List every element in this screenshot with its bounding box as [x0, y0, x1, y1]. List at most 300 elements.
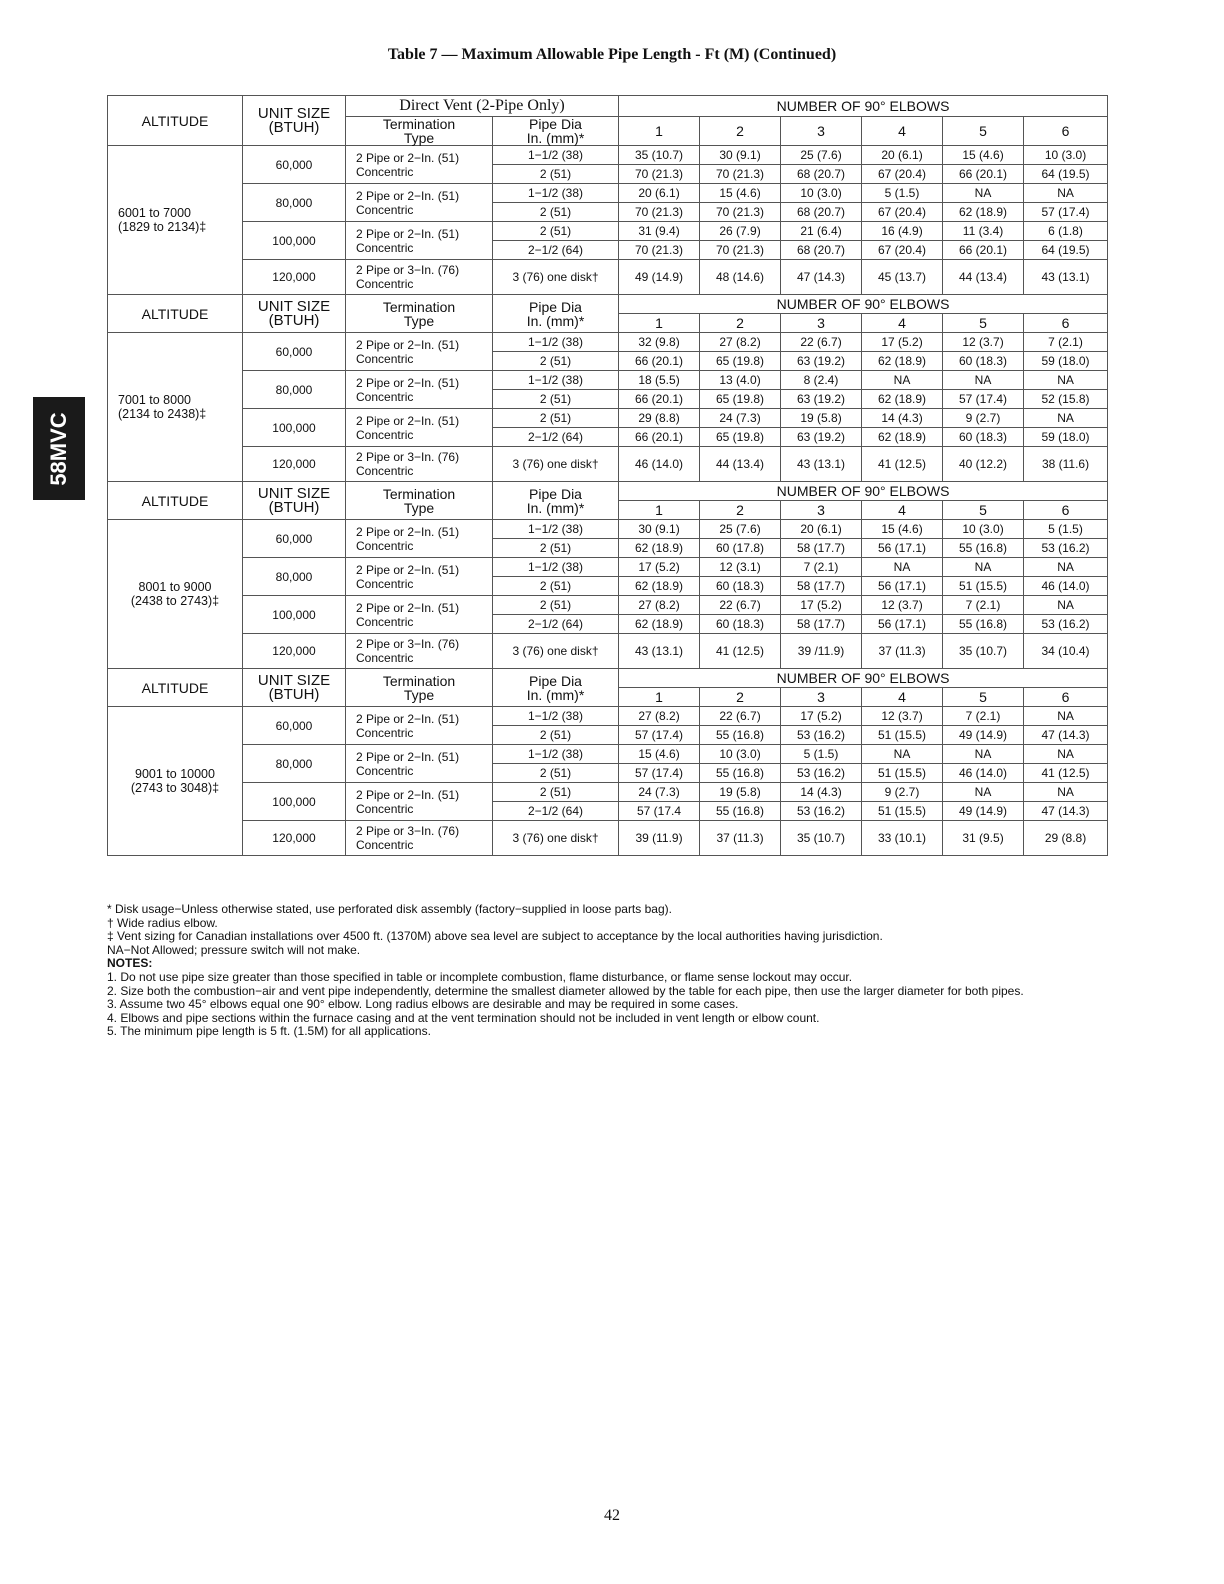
- length-cell: 56 (17.1): [862, 539, 943, 558]
- table-row: [108, 222, 1108, 241]
- altitude-header: ALTITUDE: [108, 669, 243, 707]
- length-cell: NA: [943, 558, 1024, 577]
- termination-line: Concentric: [356, 651, 414, 665]
- length-cell: 62 (18.9): [943, 203, 1024, 222]
- termination-line: Concentric: [356, 389, 414, 404]
- pipe-dia-cell: 1−1/2 (38): [493, 184, 619, 203]
- length-cell: 47 (14.3): [781, 260, 862, 295]
- length-cell: 49 (14.9): [943, 802, 1024, 821]
- length-cell: 70 (21.3): [619, 241, 700, 260]
- length-cell: 66 (20.1): [619, 428, 700, 447]
- pipe-dia-cell: 1−1/2 (38): [493, 520, 619, 539]
- pipe-dia-cell: 2 (51): [493, 409, 619, 428]
- table-row: [108, 371, 1108, 390]
- length-cell: 41 (12.5): [1024, 764, 1108, 783]
- length-cell: 49 (14.9): [619, 260, 700, 295]
- length-cell: 17 (5.2): [781, 707, 862, 726]
- pipe-dia-cell: 2−1/2 (64): [493, 615, 619, 634]
- unit-size-header: [243, 669, 346, 707]
- length-cell: 43 (13.1): [619, 634, 700, 669]
- length-cell: 53 (16.2): [781, 764, 862, 783]
- length-cell: 12 (3.7): [862, 596, 943, 615]
- table-row: [108, 558, 1108, 577]
- elbow-col-1: 1: [619, 501, 700, 520]
- unit-size-cell: 120,000: [243, 821, 346, 856]
- length-cell: 60 (18.3): [943, 428, 1024, 447]
- length-cell: 9 (2.7): [862, 783, 943, 802]
- termination-line: 2 Pipe or 2−In. (51): [356, 150, 460, 165]
- length-cell: 52 (15.8): [1024, 390, 1108, 409]
- length-cell: 13 (4.0): [700, 371, 781, 390]
- termination-cell: [346, 783, 493, 821]
- termination-line: Concentric: [356, 202, 414, 217]
- length-cell: 70 (21.3): [700, 165, 781, 184]
- termination-header: [346, 117, 493, 146]
- unit-size-cell: 80,000: [243, 184, 346, 222]
- termination-cell: [346, 146, 493, 184]
- unit-size-label: UNIT SIZE: [257, 671, 331, 689]
- pipe-dia-header: [493, 482, 619, 520]
- table-row: [108, 146, 1108, 165]
- repeat-header-row: [108, 295, 1108, 314]
- length-cell: 10 (3.0): [1024, 146, 1108, 165]
- termination-line: Concentric: [356, 725, 414, 740]
- length-cell: 63 (19.2): [781, 428, 862, 447]
- altitude-range-metric: (2438 to 2743)‡: [130, 594, 220, 608]
- length-cell: 15 (4.6): [619, 745, 700, 764]
- elbows-header: NUMBER OF 90° ELBOWS: [619, 96, 1108, 117]
- unit-size-cell: 100,000: [243, 783, 346, 821]
- footnote: * Disk usage−Unless otherwise stated, use perforated disk assembly (factory−supplied in loose parts bag).: [107, 902, 672, 916]
- pipe-dia-cell: 2−1/2 (64): [493, 802, 619, 821]
- elbow-col-4: 4: [862, 501, 943, 520]
- termination-label: Termination: [382, 298, 456, 315]
- altitude-header: ALTITUDE: [108, 96, 243, 146]
- length-cell: 56 (17.1): [862, 615, 943, 634]
- unit-size-cell: 60,000: [243, 146, 346, 184]
- length-cell: 67 (20.4): [862, 203, 943, 222]
- termination-line: Concentric: [356, 427, 414, 442]
- termination-cell: [346, 371, 493, 409]
- length-cell: 10 (3.0): [781, 184, 862, 203]
- termination-label: Termination: [382, 672, 456, 689]
- length-cell: 25 (7.6): [700, 520, 781, 539]
- elbows-header: NUMBER OF 90° ELBOWS: [619, 482, 1108, 501]
- table-row: [108, 745, 1108, 764]
- footnote: NA−Not Allowed; pressure switch will not make.: [107, 942, 361, 957]
- pipe-dia-cell: 1−1/2 (38): [493, 371, 619, 390]
- length-cell: 64 (19.5): [1024, 165, 1108, 184]
- length-cell: NA: [1024, 783, 1108, 802]
- unit-size-header: [243, 482, 346, 520]
- elbow-col-6: 6: [1024, 314, 1108, 333]
- elbow-col-5: 5: [943, 117, 1024, 146]
- direct-vent-header: Direct Vent (2-Pipe Only): [346, 96, 619, 117]
- elbow-col-1: 1: [619, 117, 700, 146]
- length-cell: 32 (9.8): [619, 333, 700, 352]
- pipe-dia-cell: 2 (51): [493, 352, 619, 371]
- termination-cell: [346, 409, 493, 447]
- length-cell: 63 (19.2): [781, 390, 862, 409]
- termination-cell: [346, 184, 493, 222]
- termination-cell: [346, 520, 493, 558]
- pipe-dia-cell: 2 (51): [493, 577, 619, 596]
- length-cell: 70 (21.3): [619, 203, 700, 222]
- termination-line: 2 Pipe or 3−In. (76): [356, 824, 460, 838]
- length-cell: 58 (17.7): [781, 539, 862, 558]
- table-title: Table 7 — Maximum Allowable Pipe Length - Ft (M) (Continued): [387, 46, 837, 63]
- altitude-range: 6001 to 7000: [118, 206, 191, 220]
- termination-line: 2 Pipe or 2−In. (51): [356, 337, 460, 352]
- length-cell: 5 (1.5): [781, 745, 862, 764]
- length-cell: 55 (16.8): [943, 615, 1024, 634]
- elbow-col-5: 5: [943, 314, 1024, 333]
- unit-size-header: [243, 96, 346, 146]
- length-cell: 51 (15.5): [943, 577, 1024, 596]
- termination-line: Concentric: [356, 351, 414, 366]
- length-cell: 64 (19.5): [1024, 241, 1108, 260]
- pipe-unit-label: In. (mm)*: [526, 130, 585, 146]
- length-cell: 30 (9.1): [700, 146, 781, 165]
- length-cell: 16 (4.9): [862, 222, 943, 241]
- length-cell: 12 (3.1): [700, 558, 781, 577]
- pipe-dia-cell: 3 (76) one disk†: [493, 260, 619, 295]
- termination-line: 2 Pipe or 2−In. (51): [356, 562, 460, 577]
- repeat-header-row: [108, 669, 1108, 688]
- length-cell: 55 (16.8): [700, 764, 781, 783]
- table-row: [108, 333, 1108, 352]
- pipe-dia-cell: 2 (51): [493, 726, 619, 745]
- termination-line: 2 Pipe or 2−In. (51): [356, 375, 460, 390]
- pipe-dia-cell: 1−1/2 (38): [493, 745, 619, 764]
- page-number: 42: [604, 1507, 620, 1524]
- length-cell: NA: [943, 371, 1024, 390]
- length-cell: 57 (17.4): [943, 390, 1024, 409]
- length-cell: 22 (6.7): [781, 333, 862, 352]
- elbow-col-3: 3: [781, 314, 862, 333]
- length-cell: 48 (14.6): [700, 260, 781, 295]
- termination-cell: [346, 260, 493, 295]
- elbow-col-6: 6: [1024, 501, 1108, 520]
- length-cell: 59 (18.0): [1024, 352, 1108, 371]
- length-cell: 7 (2.1): [943, 707, 1024, 726]
- table-row: [108, 707, 1108, 726]
- length-cell: 58 (17.7): [781, 615, 862, 634]
- length-cell: 38 (11.6): [1024, 447, 1108, 482]
- pipe-dia-label: Pipe Dia: [529, 298, 582, 315]
- termination-line: 2 Pipe or 2−In. (51): [356, 188, 460, 203]
- length-cell: 62 (18.9): [619, 577, 700, 596]
- length-cell: 8 (2.4): [781, 371, 862, 390]
- length-cell: 30 (9.1): [619, 520, 700, 539]
- altitude-cell: [108, 520, 243, 669]
- length-cell: 7 (2.1): [943, 596, 1024, 615]
- unit-size-cell: 60,000: [243, 707, 346, 745]
- elbows-header: NUMBER OF 90° ELBOWS: [619, 295, 1108, 314]
- unit-size-cell: 80,000: [243, 745, 346, 783]
- length-cell: 62 (18.9): [619, 615, 700, 634]
- length-cell: 12 (3.7): [862, 707, 943, 726]
- termination-header: [346, 669, 493, 707]
- termination-cell: [346, 447, 493, 482]
- length-cell: 43 (13.1): [781, 447, 862, 482]
- length-cell: 34 (10.4): [1024, 634, 1108, 669]
- length-cell: NA: [943, 745, 1024, 764]
- length-cell: 25 (7.6): [781, 146, 862, 165]
- elbow-col-4: 4: [862, 314, 943, 333]
- length-cell: 11 (3.4): [943, 222, 1024, 241]
- length-cell: 51 (15.5): [862, 726, 943, 745]
- table-row: [108, 783, 1108, 802]
- length-cell: 7 (2.1): [781, 558, 862, 577]
- pipe-dia-header: [493, 295, 619, 333]
- termination-cell: [346, 634, 493, 669]
- pipe-dia-label: Pipe Dia: [529, 116, 582, 132]
- altitude-range: 9001 to 10000: [135, 767, 215, 781]
- elbow-col-3: 3: [781, 501, 862, 520]
- length-cell: 15 (4.6): [862, 520, 943, 539]
- termination-line: Concentric: [356, 538, 414, 553]
- length-cell: 19 (5.8): [700, 783, 781, 802]
- pipe-length-table: [107, 95, 1108, 856]
- elbow-col-4: 4: [862, 117, 943, 146]
- length-cell: 37 (11.3): [862, 634, 943, 669]
- btuh-label: (BTUH): [268, 311, 320, 329]
- unit-size-cell: 100,000: [243, 409, 346, 447]
- unit-size-cell: 80,000: [243, 558, 346, 596]
- altitude-range-metric: (2743 to 3048)‡: [130, 781, 220, 795]
- length-cell: 55 (16.8): [700, 726, 781, 745]
- pipe-dia-cell: 2 (51): [493, 203, 619, 222]
- length-cell: NA: [862, 558, 943, 577]
- termination-line: Concentric: [356, 614, 414, 629]
- length-cell: 53 (16.2): [781, 802, 862, 821]
- length-cell: NA: [1024, 558, 1108, 577]
- note: 2. Size both the combustion−air and vent pipe independently, determine the smallest diameter allowed by the table for each pipe, then use the larger diameter for both pipes.: [107, 983, 1024, 998]
- pipe-dia-cell: 2 (51): [493, 165, 619, 184]
- length-cell: 20 (6.1): [619, 184, 700, 203]
- length-cell: 24 (7.3): [700, 409, 781, 428]
- unit-size-cell: 120,000: [243, 634, 346, 669]
- termination-label: Termination: [382, 485, 456, 502]
- pipe-unit-label: In. (mm)*: [526, 312, 585, 329]
- length-cell: 44 (13.4): [943, 260, 1024, 295]
- header-row-1: [108, 96, 1108, 117]
- elbow-col-6: 6: [1024, 688, 1108, 707]
- length-cell: 33 (10.1): [862, 821, 943, 856]
- unit-size-cell: 60,000: [243, 333, 346, 371]
- pipe-dia-cell: 1−1/2 (38): [493, 707, 619, 726]
- table-row: [108, 634, 1108, 669]
- table-row: [108, 596, 1108, 615]
- table-row: [108, 821, 1108, 856]
- notes-label: NOTES:: [107, 956, 153, 971]
- pipe-dia-cell: 2−1/2 (64): [493, 428, 619, 447]
- table-row: [108, 447, 1108, 482]
- altitude-header: ALTITUDE: [108, 482, 243, 520]
- unit-size-cell: 120,000: [243, 260, 346, 295]
- pipe-dia-cell: 1−1/2 (38): [493, 558, 619, 577]
- pipe-dia-label: Pipe Dia: [529, 672, 582, 689]
- pipe-dia-cell: 2 (51): [493, 390, 619, 409]
- length-cell: 51 (15.5): [862, 764, 943, 783]
- termination-line: Concentric: [356, 576, 414, 591]
- length-cell: 67 (20.4): [862, 165, 943, 184]
- length-cell: 66 (20.1): [619, 390, 700, 409]
- length-cell: 46 (14.0): [619, 447, 700, 482]
- pipe-dia-cell: 2 (51): [493, 596, 619, 615]
- length-cell: 14 (4.3): [781, 783, 862, 802]
- length-cell: 62 (18.9): [619, 539, 700, 558]
- length-cell: 51 (15.5): [862, 802, 943, 821]
- termination-line: Concentric: [356, 801, 414, 816]
- altitude-header: ALTITUDE: [108, 295, 243, 333]
- length-cell: 15 (4.6): [700, 184, 781, 203]
- length-cell: 39 (11.9): [619, 821, 700, 856]
- length-cell: 5 (1.5): [1024, 520, 1108, 539]
- termination-header: [346, 482, 493, 520]
- elbow-col-4: 4: [862, 688, 943, 707]
- notes-section: [107, 903, 1187, 1039]
- length-cell: 53 (16.2): [1024, 615, 1108, 634]
- length-cell: 68 (20.7): [781, 165, 862, 184]
- length-cell: 39 /11.9): [781, 634, 862, 669]
- length-cell: 10 (3.0): [700, 745, 781, 764]
- termination-line: 2 Pipe or 3−In. (76): [356, 637, 460, 651]
- length-cell: 53 (16.2): [1024, 539, 1108, 558]
- pipe-dia-cell: 2 (51): [493, 764, 619, 783]
- pipe-dia-cell: 2 (51): [493, 539, 619, 558]
- type-label: Type: [403, 499, 435, 516]
- length-cell: 31 (9.4): [619, 222, 700, 241]
- length-cell: 46 (14.0): [1024, 577, 1108, 596]
- length-cell: 45 (13.7): [862, 260, 943, 295]
- note: 4. Elbows and pipe sections within the furnace casing and at the vent termination should not be included in vent length or elbow count.: [107, 1010, 820, 1025]
- length-cell: 35 (10.7): [619, 146, 700, 165]
- length-cell: 21 (6.4): [781, 222, 862, 241]
- length-cell: 62 (18.9): [862, 352, 943, 371]
- pipe-dia-label: Pipe Dia: [529, 485, 582, 502]
- termination-line: 2 Pipe or 2−In. (51): [356, 711, 460, 726]
- length-cell: NA: [862, 745, 943, 764]
- length-cell: 65 (19.8): [700, 428, 781, 447]
- termination-cell: [346, 821, 493, 856]
- length-cell: 60 (18.3): [700, 615, 781, 634]
- elbow-col-2: 2: [700, 688, 781, 707]
- length-cell: 65 (19.8): [700, 390, 781, 409]
- termination-cell: [346, 707, 493, 745]
- length-cell: 35 (10.7): [943, 634, 1024, 669]
- pipe-unit-label: In. (mm)*: [526, 686, 585, 703]
- unit-size-cell: 80,000: [243, 371, 346, 409]
- unit-size-label: UNIT SIZE: [257, 104, 331, 122]
- btuh-label: (BTUH): [268, 498, 320, 516]
- length-cell: 66 (20.1): [943, 241, 1024, 260]
- termination-header: [346, 295, 493, 333]
- termination-line: 2 Pipe or 2−In. (51): [356, 600, 460, 615]
- length-cell: 49 (14.9): [943, 726, 1024, 745]
- length-cell: 24 (7.3): [619, 783, 700, 802]
- length-cell: 17 (5.2): [619, 558, 700, 577]
- length-cell: 62 (18.9): [862, 390, 943, 409]
- length-cell: 41 (12.5): [862, 447, 943, 482]
- repeat-header-row: [108, 482, 1108, 501]
- length-cell: NA: [943, 184, 1024, 203]
- pipe-dia-cell: 3 (76) one disk†: [493, 821, 619, 856]
- type-label: Type: [403, 130, 435, 146]
- length-cell: 18 (5.5): [619, 371, 700, 390]
- elbow-col-5: 5: [943, 688, 1024, 707]
- pipe-unit-label: In. (mm)*: [526, 499, 585, 516]
- pipe-dia-cell: 2−1/2 (64): [493, 241, 619, 260]
- table-row: [108, 260, 1108, 295]
- altitude-cell: [108, 146, 243, 295]
- btuh-label: (BTUH): [268, 685, 320, 703]
- length-cell: 47 (14.3): [1024, 802, 1108, 821]
- termination-line: 2 Pipe or 2−In. (51): [356, 413, 460, 428]
- table-row: [108, 409, 1108, 428]
- length-cell: 10 (3.0): [943, 520, 1024, 539]
- elbow-col-6: 6: [1024, 117, 1108, 146]
- length-cell: NA: [1024, 596, 1108, 615]
- length-cell: 60 (18.3): [700, 577, 781, 596]
- length-cell: 26 (7.9): [700, 222, 781, 241]
- length-cell: NA: [943, 783, 1024, 802]
- length-cell: 68 (20.7): [781, 203, 862, 222]
- note: 5. The minimum pipe length is 5 ft. (1.5M) for all applications.: [107, 1024, 431, 1039]
- length-cell: 59 (18.0): [1024, 428, 1108, 447]
- length-cell: NA: [1024, 409, 1108, 428]
- pipe-dia-header: [493, 669, 619, 707]
- length-cell: 63 (19.2): [781, 352, 862, 371]
- length-cell: NA: [1024, 371, 1108, 390]
- side-tab-label: 58MVC: [46, 411, 71, 486]
- length-cell: 20 (6.1): [781, 520, 862, 539]
- pipe-dia-cell: 2 (51): [493, 783, 619, 802]
- length-cell: 14 (4.3): [862, 409, 943, 428]
- unit-size-cell: 120,000: [243, 447, 346, 482]
- elbow-col-2: 2: [700, 501, 781, 520]
- length-cell: 46 (14.0): [943, 764, 1024, 783]
- length-cell: 66 (20.1): [619, 352, 700, 371]
- length-cell: 43 (13.1): [1024, 260, 1108, 295]
- elbow-col-3: 3: [781, 117, 862, 146]
- length-cell: 20 (6.1): [862, 146, 943, 165]
- unit-size-cell: 60,000: [243, 520, 346, 558]
- pipe-dia-cell: 3 (76) one disk†: [493, 447, 619, 482]
- length-cell: 57 (17.4): [619, 764, 700, 783]
- elbow-col-2: 2: [700, 314, 781, 333]
- length-cell: 12 (3.7): [943, 333, 1024, 352]
- termination-cell: [346, 333, 493, 371]
- length-cell: 29 (8.8): [619, 409, 700, 428]
- length-cell: 29 (8.8): [1024, 821, 1108, 856]
- pipe-dia-cell: 1−1/2 (38): [493, 146, 619, 165]
- length-cell: 9 (2.7): [943, 409, 1024, 428]
- length-cell: 44 (13.4): [700, 447, 781, 482]
- length-cell: 5 (1.5): [862, 184, 943, 203]
- termination-line: 2 Pipe or 2−In. (51): [356, 226, 460, 241]
- footnote: ‡ Vent sizing for Canadian installations over 4500 ft. (1370M) above sea level are subject to acceptance by the local authorities having jurisdiction.: [107, 929, 883, 944]
- length-cell: NA: [1024, 745, 1108, 764]
- length-cell: 17 (5.2): [781, 596, 862, 615]
- side-tab: [33, 397, 85, 500]
- termination-line: 2 Pipe or 3−In. (76): [356, 263, 460, 277]
- table-row: [108, 184, 1108, 203]
- length-cell: 19 (5.8): [781, 409, 862, 428]
- length-cell: 57 (17.4): [1024, 203, 1108, 222]
- altitude-cell: [108, 333, 243, 482]
